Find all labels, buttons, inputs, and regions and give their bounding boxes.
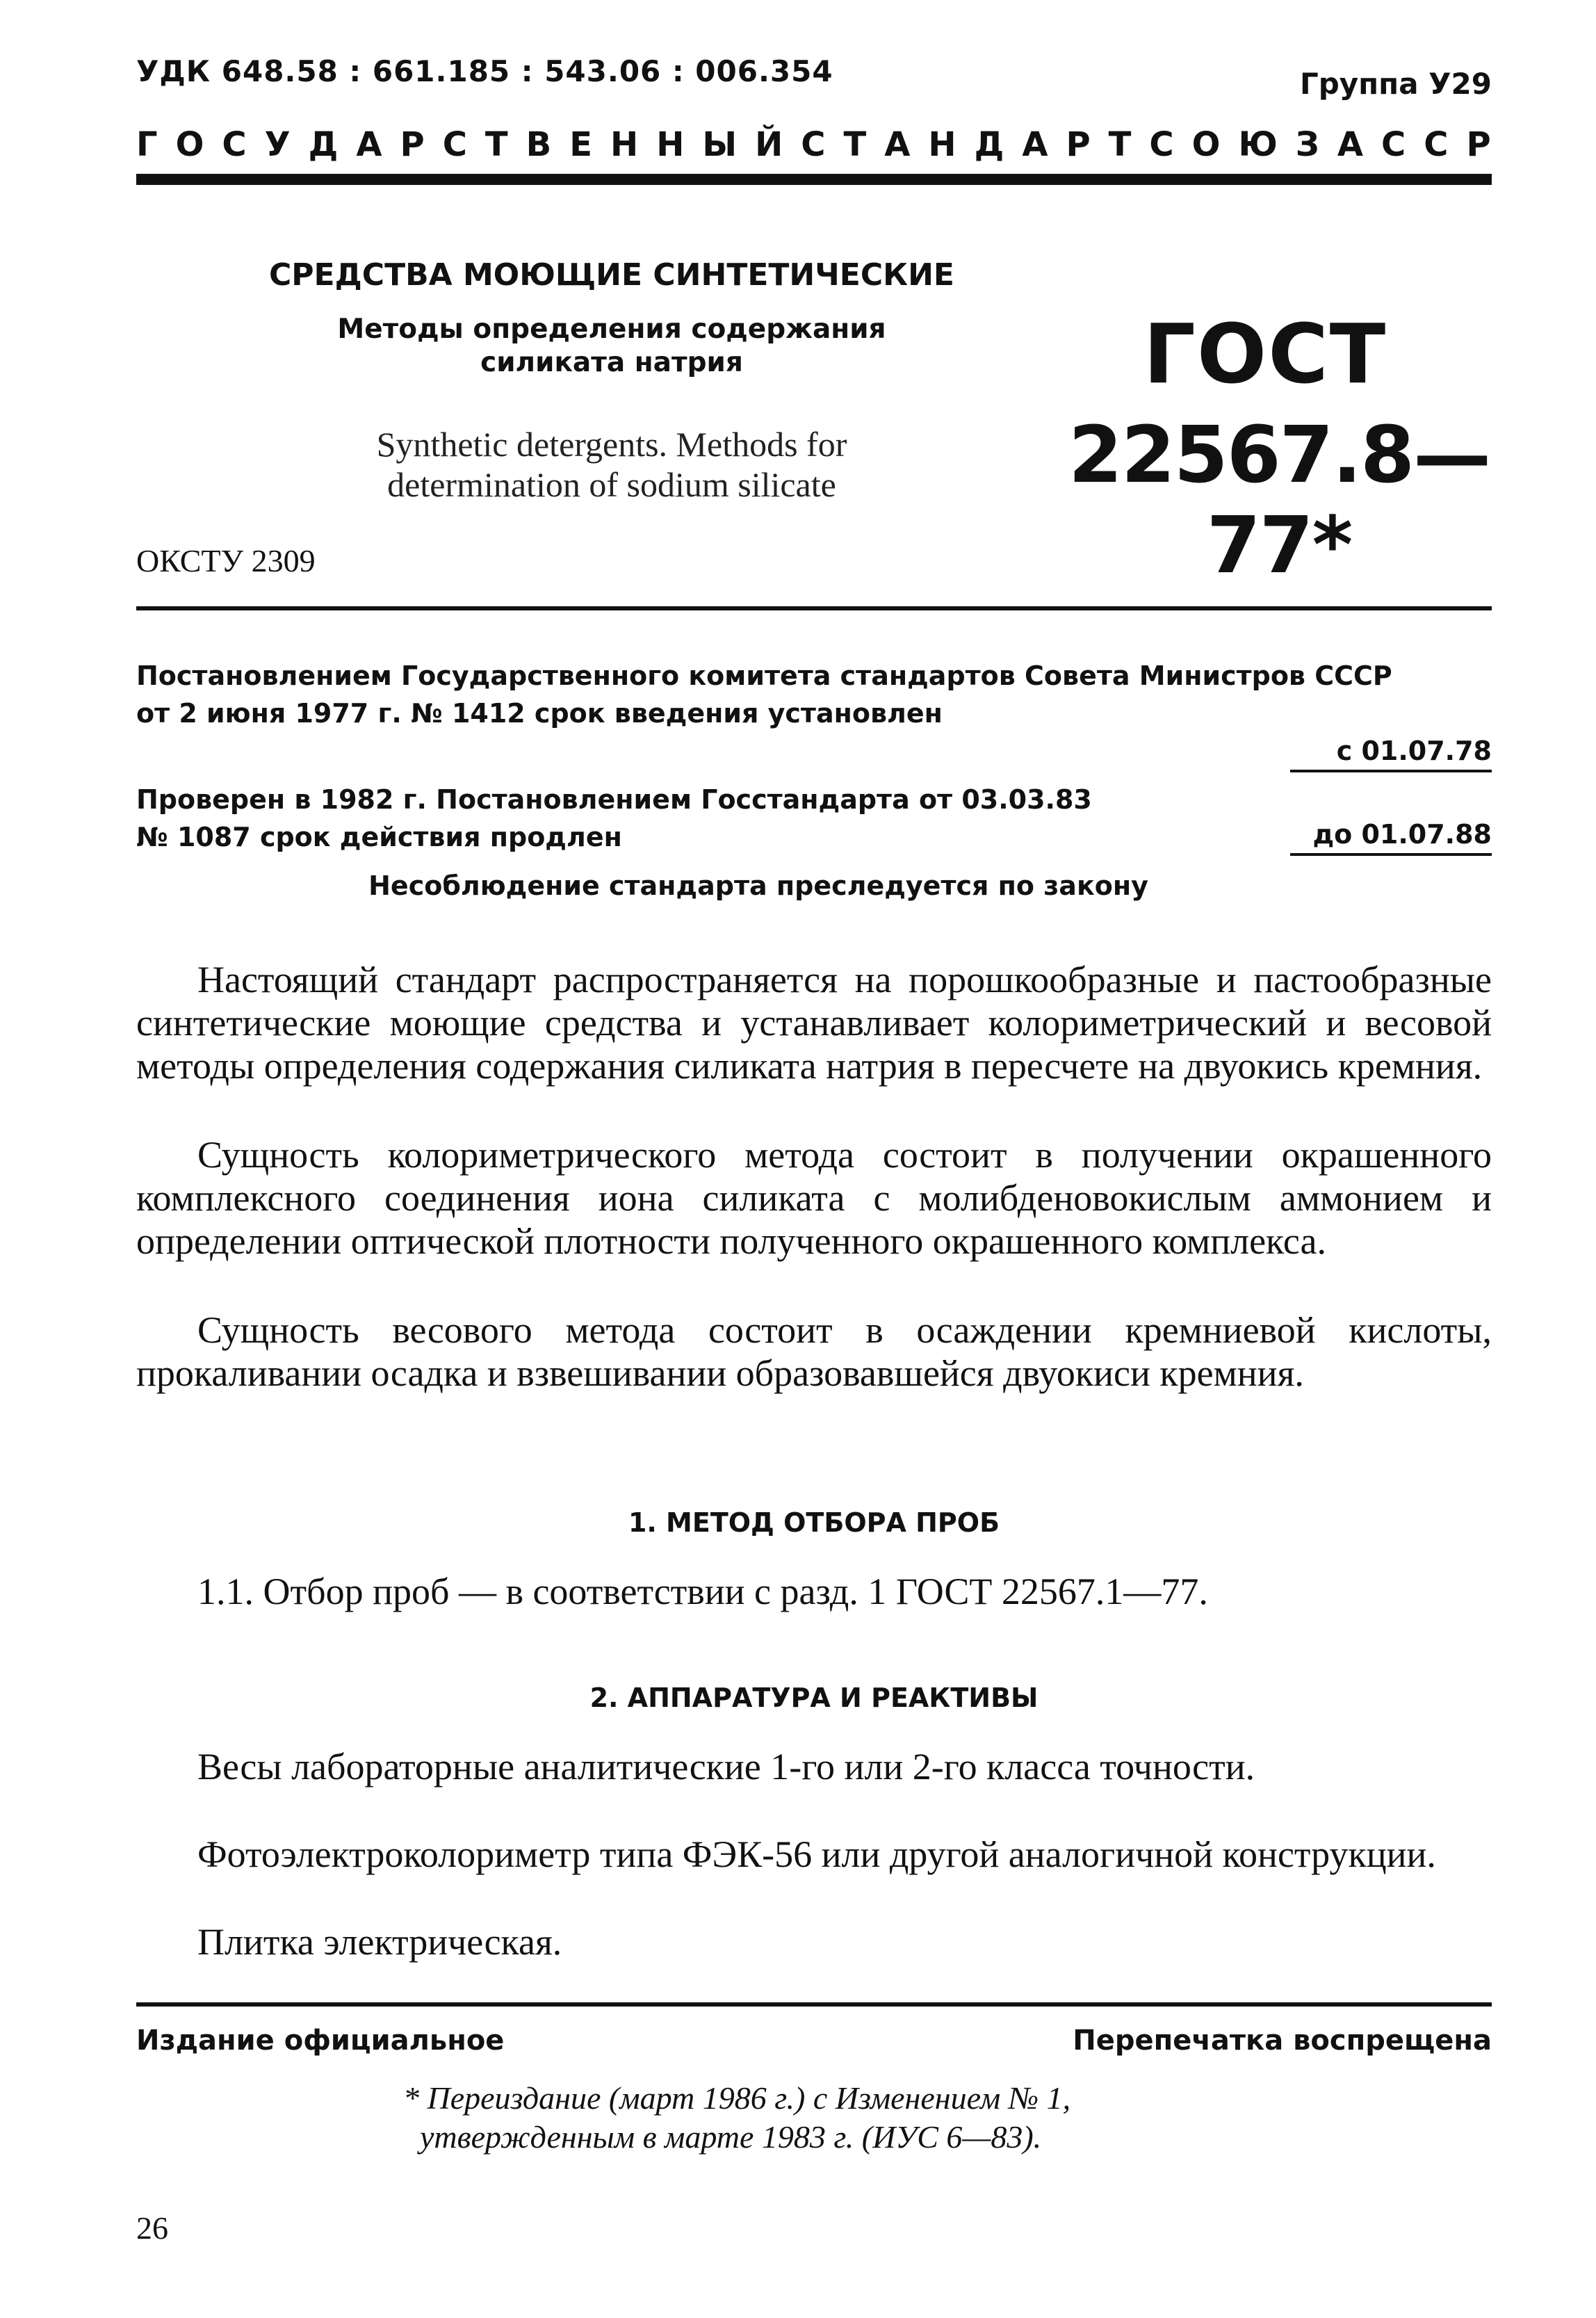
document-title: СРЕДСТВА МОЮЩИЕ СИНТЕТИЧЕСКИЕ xyxy=(269,257,954,293)
decree-line: Постановлением Государственного комитета стандартов Совета Министров СССР xyxy=(136,660,1392,691)
subtitle-line: силиката натрия xyxy=(480,347,743,378)
footer-rule xyxy=(136,2002,1492,2007)
footnote xyxy=(403,2079,1446,2157)
decree-line: от 2 июня 1977 г. № 1412 срок введения установлен xyxy=(136,698,943,729)
header-rule xyxy=(136,174,1492,185)
effective-date: с 01.07.78 xyxy=(1336,736,1492,766)
section-paragraph: Весы лабораторные аналитические 1-го или 2-го класса точности. xyxy=(197,1746,1255,1788)
intro-paragraph: Сущность весового метода состоит в осаждении кремниевой кислоты, прокаливании осадка и взвешивании образовавшейся двуокиси кремния. xyxy=(136,1309,1492,1394)
section-heading: 1. МЕТОД ОТБОРА ПРОБ xyxy=(628,1507,1000,1538)
intro-paragraph: Настоящий стандарт распространяется на порошкообразные и пастообразные синтетические моющие средства и устанавливает колориметрический и весовой методы определения содержания силиката натрия в пересчете на двуокись кремния. xyxy=(136,959,1492,1087)
section-paragraph: Фотоэлектроколориметр типа ФЭК-56 или другой аналогичной конструкции. xyxy=(197,1833,1436,1875)
title-rule xyxy=(136,606,1492,610)
state-standard-heading xyxy=(136,125,1509,164)
decree-line: Проверен в 1982 г. Постановлением Госстандарта от 03.03.83 xyxy=(136,784,1092,815)
official-edition-label: Издание официальное xyxy=(136,2025,505,2057)
state-standard-word: ГОСУДАРСТВЕННЫЙ xyxy=(136,125,801,164)
subtitle-line: Методы определения содержания xyxy=(337,314,886,345)
reprint-prohibited-label: Перепечатка воспрещена xyxy=(1073,2025,1492,2057)
section-paragraph: Плитка электрическая. xyxy=(197,1921,562,1963)
gost-number: 22567.8—77* xyxy=(1068,410,1490,591)
footnote-line: * Переиздание (март 1986 г.) с Изменением № 1, xyxy=(403,2080,1071,2116)
section-paragraph: 1.1. Отбор проб — в соответствии с разд. 1 ГОСТ 22567.1—77. xyxy=(197,1571,1208,1612)
english-title-line: Synthetic detergents. Methods for xyxy=(376,425,847,464)
state-standard-word: СОЮЗА xyxy=(1149,125,1382,164)
english-title-line: determination of sodium silicate xyxy=(387,465,836,504)
document-subtitle xyxy=(264,313,959,380)
decree-block xyxy=(136,657,1492,856)
english-title xyxy=(264,424,959,505)
udk-code: УДК 648.58 : 661.185 : 543.06 : 006.354 xyxy=(136,54,833,88)
date-underline xyxy=(1290,853,1492,856)
footnote-line: утвержденным в марте 1983 г. (ИУС 6—83). xyxy=(420,2119,1042,2155)
expiry-date: до 01.07.88 xyxy=(1312,819,1492,850)
state-standard-word: ССР xyxy=(1381,125,1509,164)
date-underline xyxy=(1290,770,1492,772)
state-standard-word: СТАНДАРТ xyxy=(801,125,1150,164)
decree-line: № 1087 срок действия продлен xyxy=(136,822,622,852)
group-code: Группа У29 xyxy=(1299,67,1492,101)
section-heading: 2. АППАРАТУРА И РЕАКТИВЫ xyxy=(589,1683,1039,1713)
intro-paragraph: Сущность колориметрического метода состоит в получении окрашенного комплексного соединения иона силиката с молибденовокислым аммонием и определении оптической плотности полученного окрашенного комплекса. xyxy=(136,1134,1492,1262)
gost-label: ГОСТ xyxy=(1143,306,1387,402)
okstu-code: ОКСТУ 2309 xyxy=(136,543,316,578)
page-number: 26 xyxy=(136,2210,168,2246)
legal-warning: Несоблюдение стандарта преследуется по закону xyxy=(368,870,1148,901)
